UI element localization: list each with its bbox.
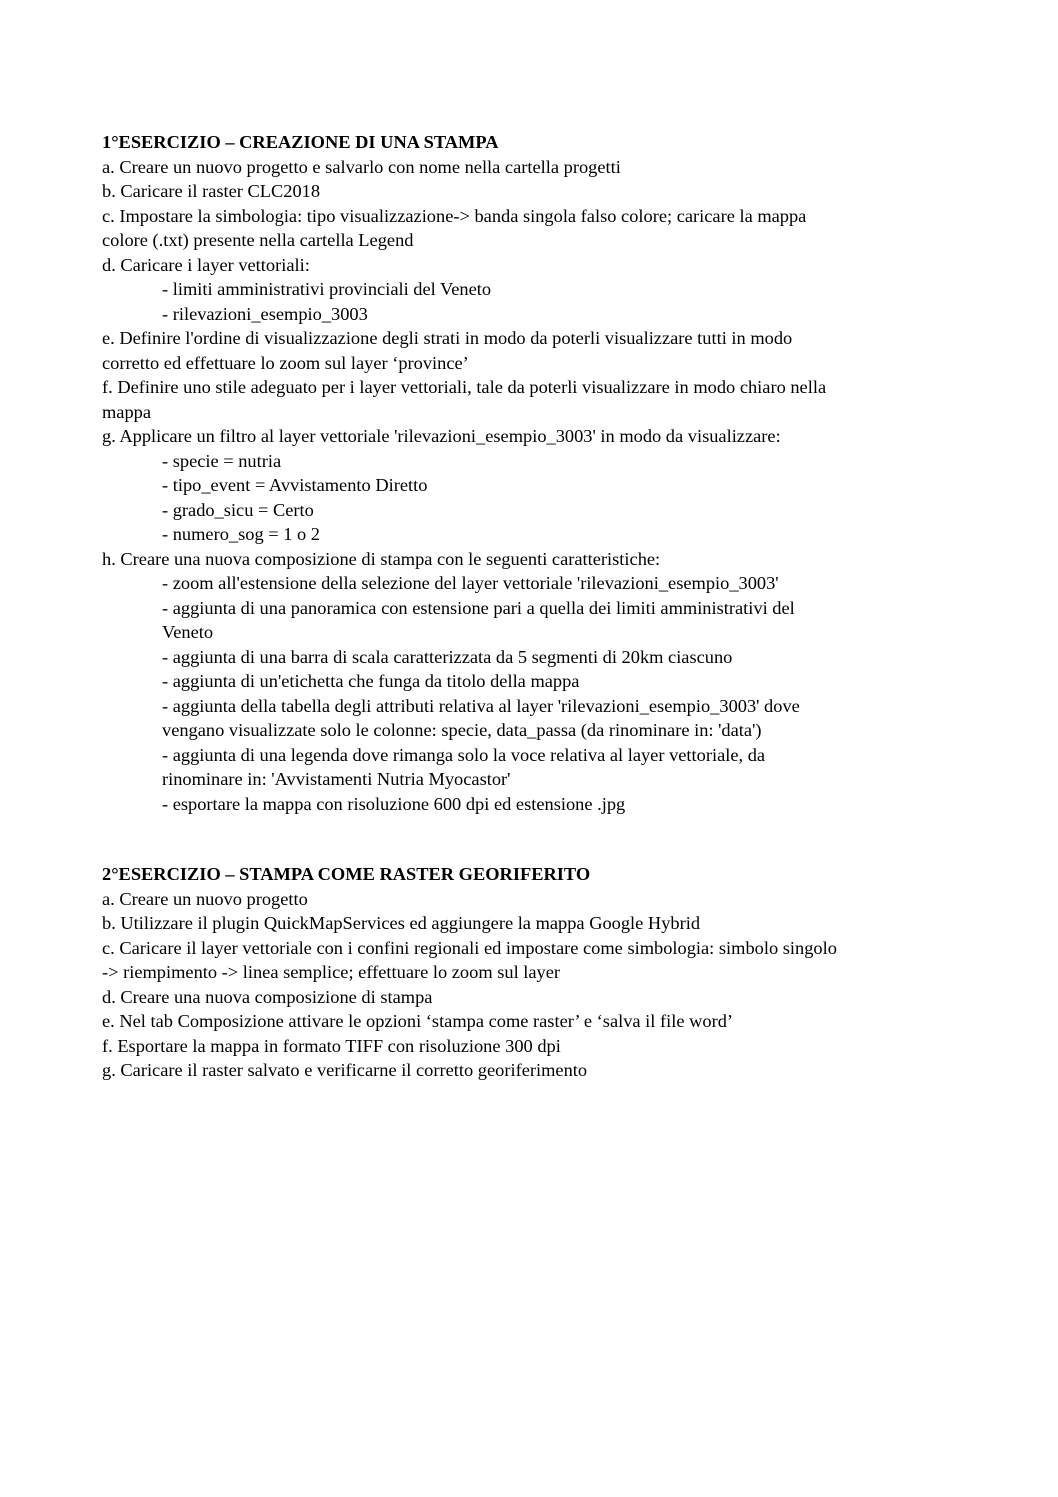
step-d: d. Caricare i layer vettoriali:	[102, 254, 310, 275]
step-g: g. Applicare un filtro al layer vettoriale 'rilevazioni_esempio_3003' in modo da visualizzare:	[102, 426, 781, 446]
exercise-2	[102, 862, 972, 1083]
step-b: b. Utilizzare il plugin QuickMapServices ed aggiungere la mappa Google Hybrid	[102, 913, 701, 933]
step-h-item: - zoom all'estensione della selezione del layer vettoriale 'rilevazioni_esempio_3003'	[162, 573, 779, 593]
step-e-line1: e. Definire l'ordine di visualizzazione degli strati in modo da poterli visualizzare tutti in modo	[102, 328, 793, 348]
step-c-line1: c. Caricare il layer vettoriale con i confini regionali ed impostare come simbologia: simbolo singolo	[102, 937, 837, 958]
step-e: e. Nel tab Composizione attivare le opzioni ‘stampa come raster’ e ‘salva il file word’	[102, 1011, 734, 1031]
step-d: d. Creare una nuova composizione di stampa	[102, 986, 433, 1007]
step-c-line2: -> riempimento -> linea semplice; effettuare lo zoom sul layer	[102, 962, 561, 982]
step-h-item-cont: rinominare in: 'Avvistamenti Nutria Myocastor'	[162, 769, 511, 789]
step-g-item: - specie = nutria	[162, 450, 282, 471]
step-d-item: - limiti amministrativi provinciali del Veneto	[162, 279, 492, 299]
step-h-item: - aggiunta della tabella degli attributi relativa al layer 'rilevazioni_esempio_3003' dove	[162, 695, 800, 716]
exercise-2-title: 2°ESERCIZIO – STAMPA COME RASTER GEORIFERITO	[102, 864, 591, 884]
step-h-item: - aggiunta di un'etichetta che funga da titolo della mappa	[162, 671, 580, 691]
step-h-item: - esportare la mappa con risoluzione 600 dpi ed estensione .jpg	[162, 793, 626, 814]
exercise-1	[102, 130, 972, 816]
step-h-item-cont: Veneto	[162, 622, 214, 642]
step-h-item: - aggiunta di una barra di scala caratterizzata da 5 segmenti di 20km ciascuno	[162, 646, 733, 667]
step-h-item: - aggiunta di una panoramica con estensione pari a quella dei limiti amministrativi del	[162, 597, 795, 618]
step-g-item: - tipo_event = Avvistamento Diretto	[162, 475, 428, 495]
step-a: a. Creare un nuovo progetto	[102, 888, 308, 909]
step-b: b. Caricare il raster CLC2018	[102, 181, 321, 201]
step-c-line2: colore (.txt) presente nella cartella Legend	[102, 230, 414, 250]
step-f-line2: mappa	[102, 401, 152, 422]
step-g-item: - grado_sicu = Certo	[162, 499, 314, 520]
step-f-line1: f. Definire uno stile adeguato per i layer vettoriali, tale da poterli visualizzare in modo chiaro nella	[102, 377, 827, 397]
step-g: g. Caricare il raster salvato e verificarne il corretto georiferimento	[102, 1060, 588, 1080]
step-d-item: - rilevazioni_esempio_3003	[162, 303, 368, 324]
step-h-item: - aggiunta di una legenda dove rimanga solo la voce relativa al layer vettoriale, da	[162, 744, 766, 765]
step-g-item: - numero_sog = 1 o 2	[162, 524, 320, 544]
step-h-item-cont: vengano visualizzate solo le colonne: specie, data_passa (da rinominare in: 'data')	[162, 720, 762, 740]
step-e-line2: corretto ed effettuare lo zoom sul layer ‘province’	[102, 352, 469, 373]
step-a: a. Creare un nuovo progetto e salvarlo con nome nella cartella progetti	[102, 156, 621, 177]
step-c-line1: c. Impostare la simbologia: tipo visualizzazione-> banda singola falso colore; caricare la mappa	[102, 205, 807, 226]
step-h: h. Creare una nuova composizione di stampa con le seguenti caratteristiche:	[102, 548, 661, 569]
step-f: f. Esportare la mappa in formato TIFF con risoluzione 300 dpi	[102, 1035, 561, 1056]
exercise-1-title: 1°ESERCIZIO – CREAZIONE DI UNA STAMPA	[102, 132, 499, 152]
